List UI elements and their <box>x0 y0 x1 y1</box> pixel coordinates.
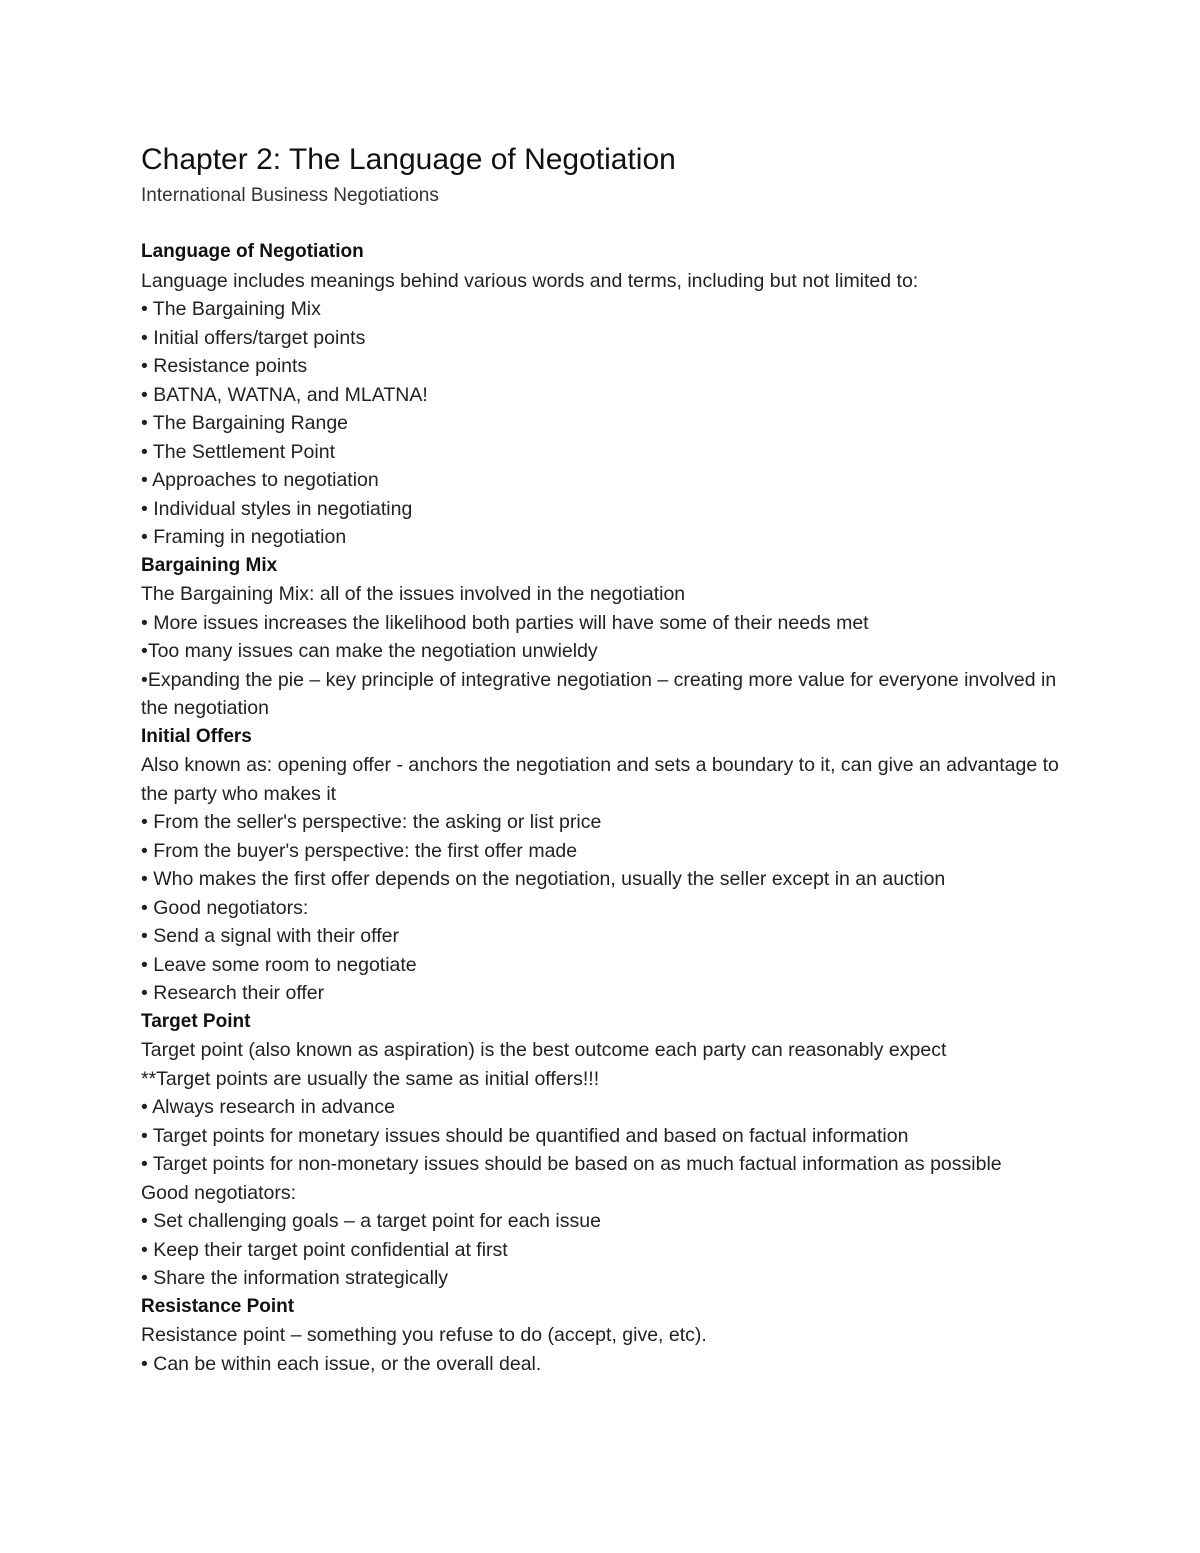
section-heading: Language of Negotiation <box>141 241 364 262</box>
bullet-item: • Set challenging goals – a target point for each issue <box>141 1210 601 1232</box>
section-heading: Target Point <box>141 1010 251 1032</box>
text-line: Also known as: opening offer - anchors the negotiation and sets a boundary to it, can give an advantage to the party who makes it <box>141 754 1059 805</box>
page-subtitle: International Business Negotiations <box>141 185 439 206</box>
bullet-item: •Too many issues can make the negotiation unwieldy <box>141 640 598 662</box>
bullet-item: • Always research in advance <box>141 1096 395 1118</box>
bullet-item: • Resistance points <box>141 355 308 377</box>
section-heading: Bargaining Mix <box>141 554 278 576</box>
section-body <box>141 580 1071 723</box>
bullet-item: • Initial offers/target points <box>141 326 366 349</box>
section-body <box>141 1036 1071 1293</box>
bullet-item: • From the buyer's perspective: the first offer made <box>141 839 578 862</box>
text-line: Language includes meanings behind various words and terms, including but not limited to: <box>141 269 919 292</box>
text-line: Resistance point – something you refuse to do (accept, give, etc). <box>141 1324 707 1346</box>
bullet-item: • Leave some room to negotiate <box>141 953 417 976</box>
section-body <box>141 751 1071 1008</box>
bullet-item: • Keep their target point confidential at first <box>141 1238 508 1261</box>
bullet-item: • Can be within each issue, or the overall deal. <box>141 1352 542 1375</box>
bullet-item: • Send a signal with their offer <box>141 925 399 947</box>
bullet-item: • Share the information strategically <box>141 1267 449 1289</box>
bullet-item: • Research their offer <box>141 982 325 1004</box>
bullet-item: •Expanding the pie – key principle of integrative negotiation – creating more value for everyone involved in the negotiation <box>141 668 1057 719</box>
bullet-item: • Individual styles in negotiating <box>141 497 413 520</box>
bullet-item: • The Bargaining Range <box>141 412 349 434</box>
section-initial-offers <box>141 723 1071 1008</box>
bullet-item: • BATNA, WATNA, and MLATNA! <box>141 383 428 406</box>
section-heading: Resistance Point <box>141 1295 295 1317</box>
bullet-item: • Target points for non-monetary issues should be based on as much factual information as possible <box>141 1153 1002 1175</box>
bullet-item: • Target points for monetary issues should be quantified and based on factual information <box>141 1124 909 1147</box>
bullet-item: • Good negotiators: <box>141 896 309 919</box>
section-target-point <box>141 1008 1071 1293</box>
bullet-item: • More issues increases the likelihood both parties will have some of their needs met <box>141 611 869 634</box>
section-resistance-point <box>141 1293 1071 1379</box>
text-line: Target point (also known as aspiration) is the best outcome each party can reasonably expect <box>141 1039 947 1061</box>
bullet-item: • Approaches to negotiation <box>141 469 379 491</box>
text-line: The Bargaining Mix: all of the issues involved in the negotiation <box>141 583 686 605</box>
section-language-of-negotiation <box>141 238 1071 552</box>
text-line: Good negotiators: <box>141 1181 297 1204</box>
bullet-item: • Who makes the first offer depends on the negotiation, usually the seller except in an auction <box>141 868 946 890</box>
document-content <box>141 138 1071 1378</box>
bullet-item: • From the seller's perspective: the asking or list price <box>141 811 602 833</box>
bullet-item: • The Settlement Point <box>141 440 335 463</box>
text-line: **Target points are usually the same as initial offers!!! <box>141 1067 600 1090</box>
bullet-item: • Framing in negotiation <box>141 526 347 548</box>
section-body <box>141 267 1071 552</box>
bullet-item: • The Bargaining Mix <box>141 298 321 320</box>
section-bargaining-mix <box>141 552 1071 723</box>
section-body <box>141 1321 1071 1378</box>
section-heading: Initial Offers <box>141 725 252 747</box>
page-title: Chapter 2: The Language of Negotiation <box>141 143 676 176</box>
